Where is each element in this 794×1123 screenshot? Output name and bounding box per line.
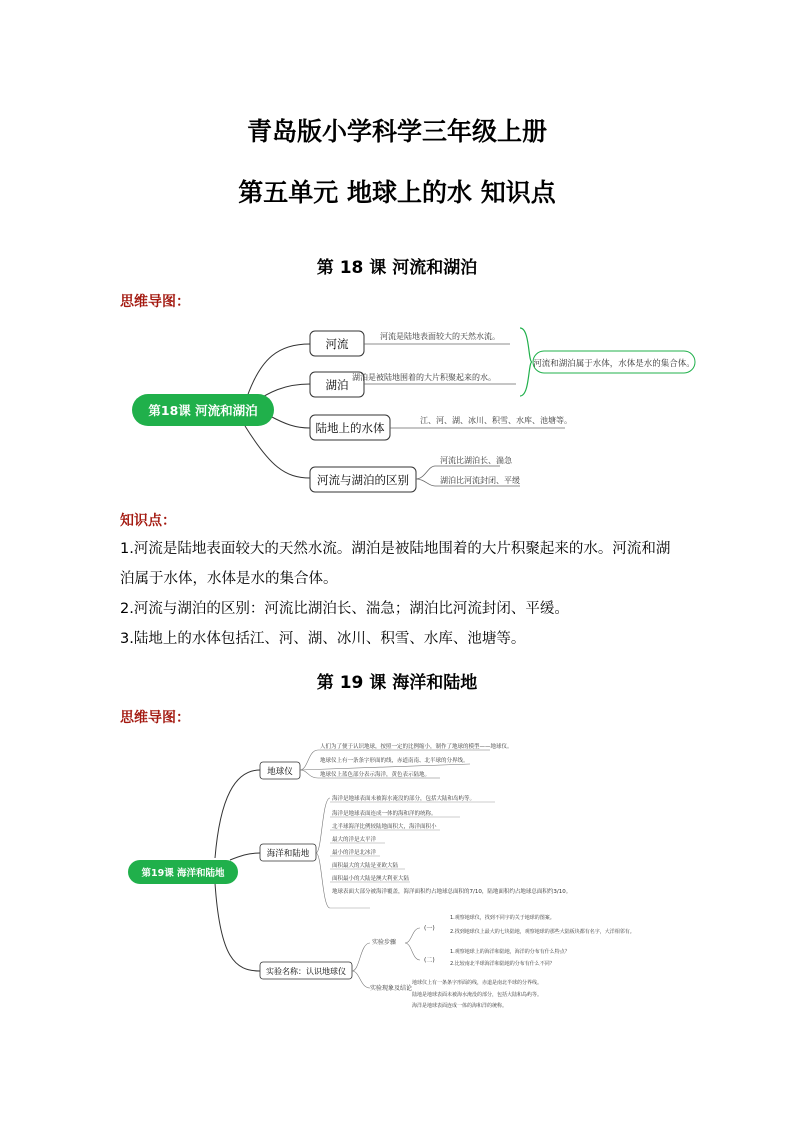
mindmap-center-text: 第18课 河流和湖泊	[148, 403, 258, 418]
lesson18-knowledge-label: 知识点：	[120, 513, 176, 529]
lesson19-mindmap	[120, 738, 680, 1008]
unit-title: 第五单元 地球上的水 知识点	[238, 178, 556, 207]
mindmap-node-text: 1.观察地球上的海洋和陆地，海洋的分布有什么特点？	[450, 949, 570, 955]
mindmap-node-text: 海洋是地球表面连成一体的海和洋的统称。	[412, 1003, 508, 1008]
branch-lake: 湖泊	[325, 378, 349, 392]
difference-detail-1: 河流比湖泊长、湍急	[440, 456, 512, 465]
mindmap-node-text: 地球仪上有一条条字形面的线，赤道南南、北半球的分界线。	[320, 758, 469, 764]
mindmap-node-text: 地球仪上蓝色部分表示海洋，黄色表示陆地。	[320, 772, 431, 778]
mindmap-node-text: 2.比较南北半球海洋和陆地的分布有什么不同？	[450, 961, 555, 967]
mindmap-node-text: 海洋是地球表面连成一体的海和洋的统称。	[332, 811, 437, 817]
branch-globe: 地球仪	[267, 767, 293, 777]
mindmap-node-text: 人们为了便于认识地球，按照一定的比例缩小，制作了地球的模型——地球仪。	[320, 744, 513, 750]
mindmap-node-text: 陆地是地球表面未被海水淹没的部分，包括大陆和岛屿等。	[412, 992, 543, 998]
mindmap-node-text: (一)	[424, 925, 435, 932]
branch-experiment: 实验名称：认识地球仪	[266, 967, 346, 976]
branch-ocean: 海洋和陆地	[266, 849, 310, 859]
lesson19-mindmap-label: 思维导图：	[120, 710, 190, 726]
mindmap-node-text: (二)	[424, 957, 435, 964]
difference-detail-2: 湖泊比河流封闭、平缓	[440, 476, 520, 485]
knowledge-point-3: 3.陆地上的水体包括江、河、湖、冰川、积雪、水库、池塘等。	[120, 631, 526, 647]
mindmap2-center-text: 第19课 海洋和陆地	[141, 868, 225, 879]
lesson18-title: 第 18 课 河流和湖泊	[316, 258, 478, 278]
mindmap-node-text: 地球表面大部分被海洋覆盖，海洋面积约占地球总面积的7/10，陆地面积约占地球总面积约3/10。	[332, 889, 572, 895]
mindmap-node-text: 北半球海洋比例较陆地面积大，海洋面积小	[332, 824, 437, 830]
document-title: 青岛版小学科学三年级上册	[246, 117, 547, 146]
mindmap-node-text: 2.找到地球仪上最大的七块陆地，观察地球的那些大陆板块都有名字，大洋相邻有。	[450, 929, 635, 935]
branch-land-water: 陆地上的水体	[315, 421, 385, 435]
mindmap-node-text: 实验现象及结论	[370, 985, 413, 992]
mindmap-node-text: 最大的洋是太平洋	[332, 837, 377, 843]
branch-river-detail: 河流是陆地表面较大的天然水流。	[380, 332, 500, 341]
mindmap-summary: 河流和湖泊属于水体，水体是水的集合体。	[533, 359, 695, 369]
knowledge-point-2: 2.河流与湖泊的区别：河流比湖泊长、湍急；湖泊比河流封闭、平缓。	[120, 601, 569, 617]
branch-land-water-detail: 江、河、湖、冰川、积雪、水库、池塘等。	[420, 416, 572, 425]
lesson18-mindmap-label: 思维导图：	[120, 294, 190, 310]
lesson18-mindmap	[120, 316, 720, 496]
mindmap-node-text: 1.观察地球仪，找到不同字的关于地球的图案。	[450, 915, 555, 921]
mindmap-node-text: 面积最小的大陆是澳大利亚大陆	[332, 876, 410, 882]
branch-lake-detail: 湖泊是被陆地围着的大片积聚起来的水。	[352, 373, 496, 382]
mindmap-node-text: 面积最大的大陆是亚欧大陆	[332, 863, 399, 869]
mindmap-node-text: 最小的洋是北冰洋	[332, 850, 377, 856]
mindmap-node-text: 海洋是地球表面未被海水淹没的部分，包括大陆和岛屿等。	[332, 796, 476, 802]
branch-river: 河流	[325, 337, 349, 351]
branch-difference: 河流与湖泊的区别	[317, 473, 409, 487]
mindmap-node-text: 地球仪上有一条条字形面的线，赤道是南北半球的分界线。	[412, 980, 543, 986]
mindmap-node-text: 实验步骤	[372, 939, 397, 946]
knowledge-point-1: 1.河流是陆地表面较大的天然水流。湖泊是被陆地围着的大片积聚起来的水。河流和湖泊属于水体，水体是水的集合体。	[120, 541, 671, 587]
lesson19-title: 第 19 课 海洋和陆地	[316, 673, 478, 693]
